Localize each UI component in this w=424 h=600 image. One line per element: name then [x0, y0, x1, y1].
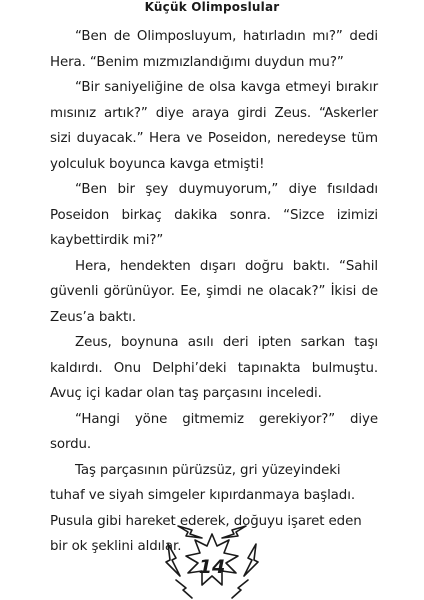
paragraph-6: “Hangi yöne gitmemiz gerekiyor?” diye sordu.: [50, 411, 378, 452]
paragraph-3: “Ben bir şey duymuyorum,” diye fısıldadı Poseidon birkaç dakika sonra. “Sizce izimizi kaybettirdik mi?”: [50, 182, 378, 248]
page-number: 14: [198, 556, 226, 578]
top-left-bolt: [178, 526, 202, 538]
paragraph-1: “Ben de Olimposluyum, hatırladın mı?” dedi Hera. “Benim mızmızlandığımı duydun mu?”: [50, 29, 378, 70]
body-text: [50, 24, 378, 560]
paragraph-2: “Bir saniyeliğine de olsa kavga etmeyi bırakır mısınız artık?” diye araya girdi Zeus. “Askerler sizi duyacak.” Hera ve Poseidon, neredeyse tüm yolculuk boyunca kavga etmişti!: [50, 80, 378, 172]
paragraph-4: Hera, hendekten dışarı doğru baktı. “Sahil güvenli görünüyor. Ee, şimdi ne olacak?” İkisi de Zeus’a baktı.: [50, 258, 378, 325]
page-number-ornament: [156, 518, 268, 600]
right-bolt: [244, 544, 258, 576]
bottom-right-bolt: [232, 580, 248, 598]
paragraph-7: Taş parçasının pürüzsüz, gri yüzeyindeki tuhaf ve siyah simgeler kıpırdanmaya başladı. Pusula gibi hareket ederek, doğuyu işaret eden bir ok şeklini aldılar.: [50, 462, 362, 554]
running-head: Küçük Olimposlular: [144, 0, 280, 14]
bottom-left-bolt: [176, 580, 192, 598]
left-bolt: [166, 544, 180, 576]
top-right-bolt: [222, 526, 246, 538]
paragraph-5: Zeus, boynuna asılı deri ipten sarkan taşı kaldırdı. Onu Delphi’deki tapınakta bulmuştu. Avuç içi kadar olan taş parçasını inceledi.: [50, 335, 378, 401]
